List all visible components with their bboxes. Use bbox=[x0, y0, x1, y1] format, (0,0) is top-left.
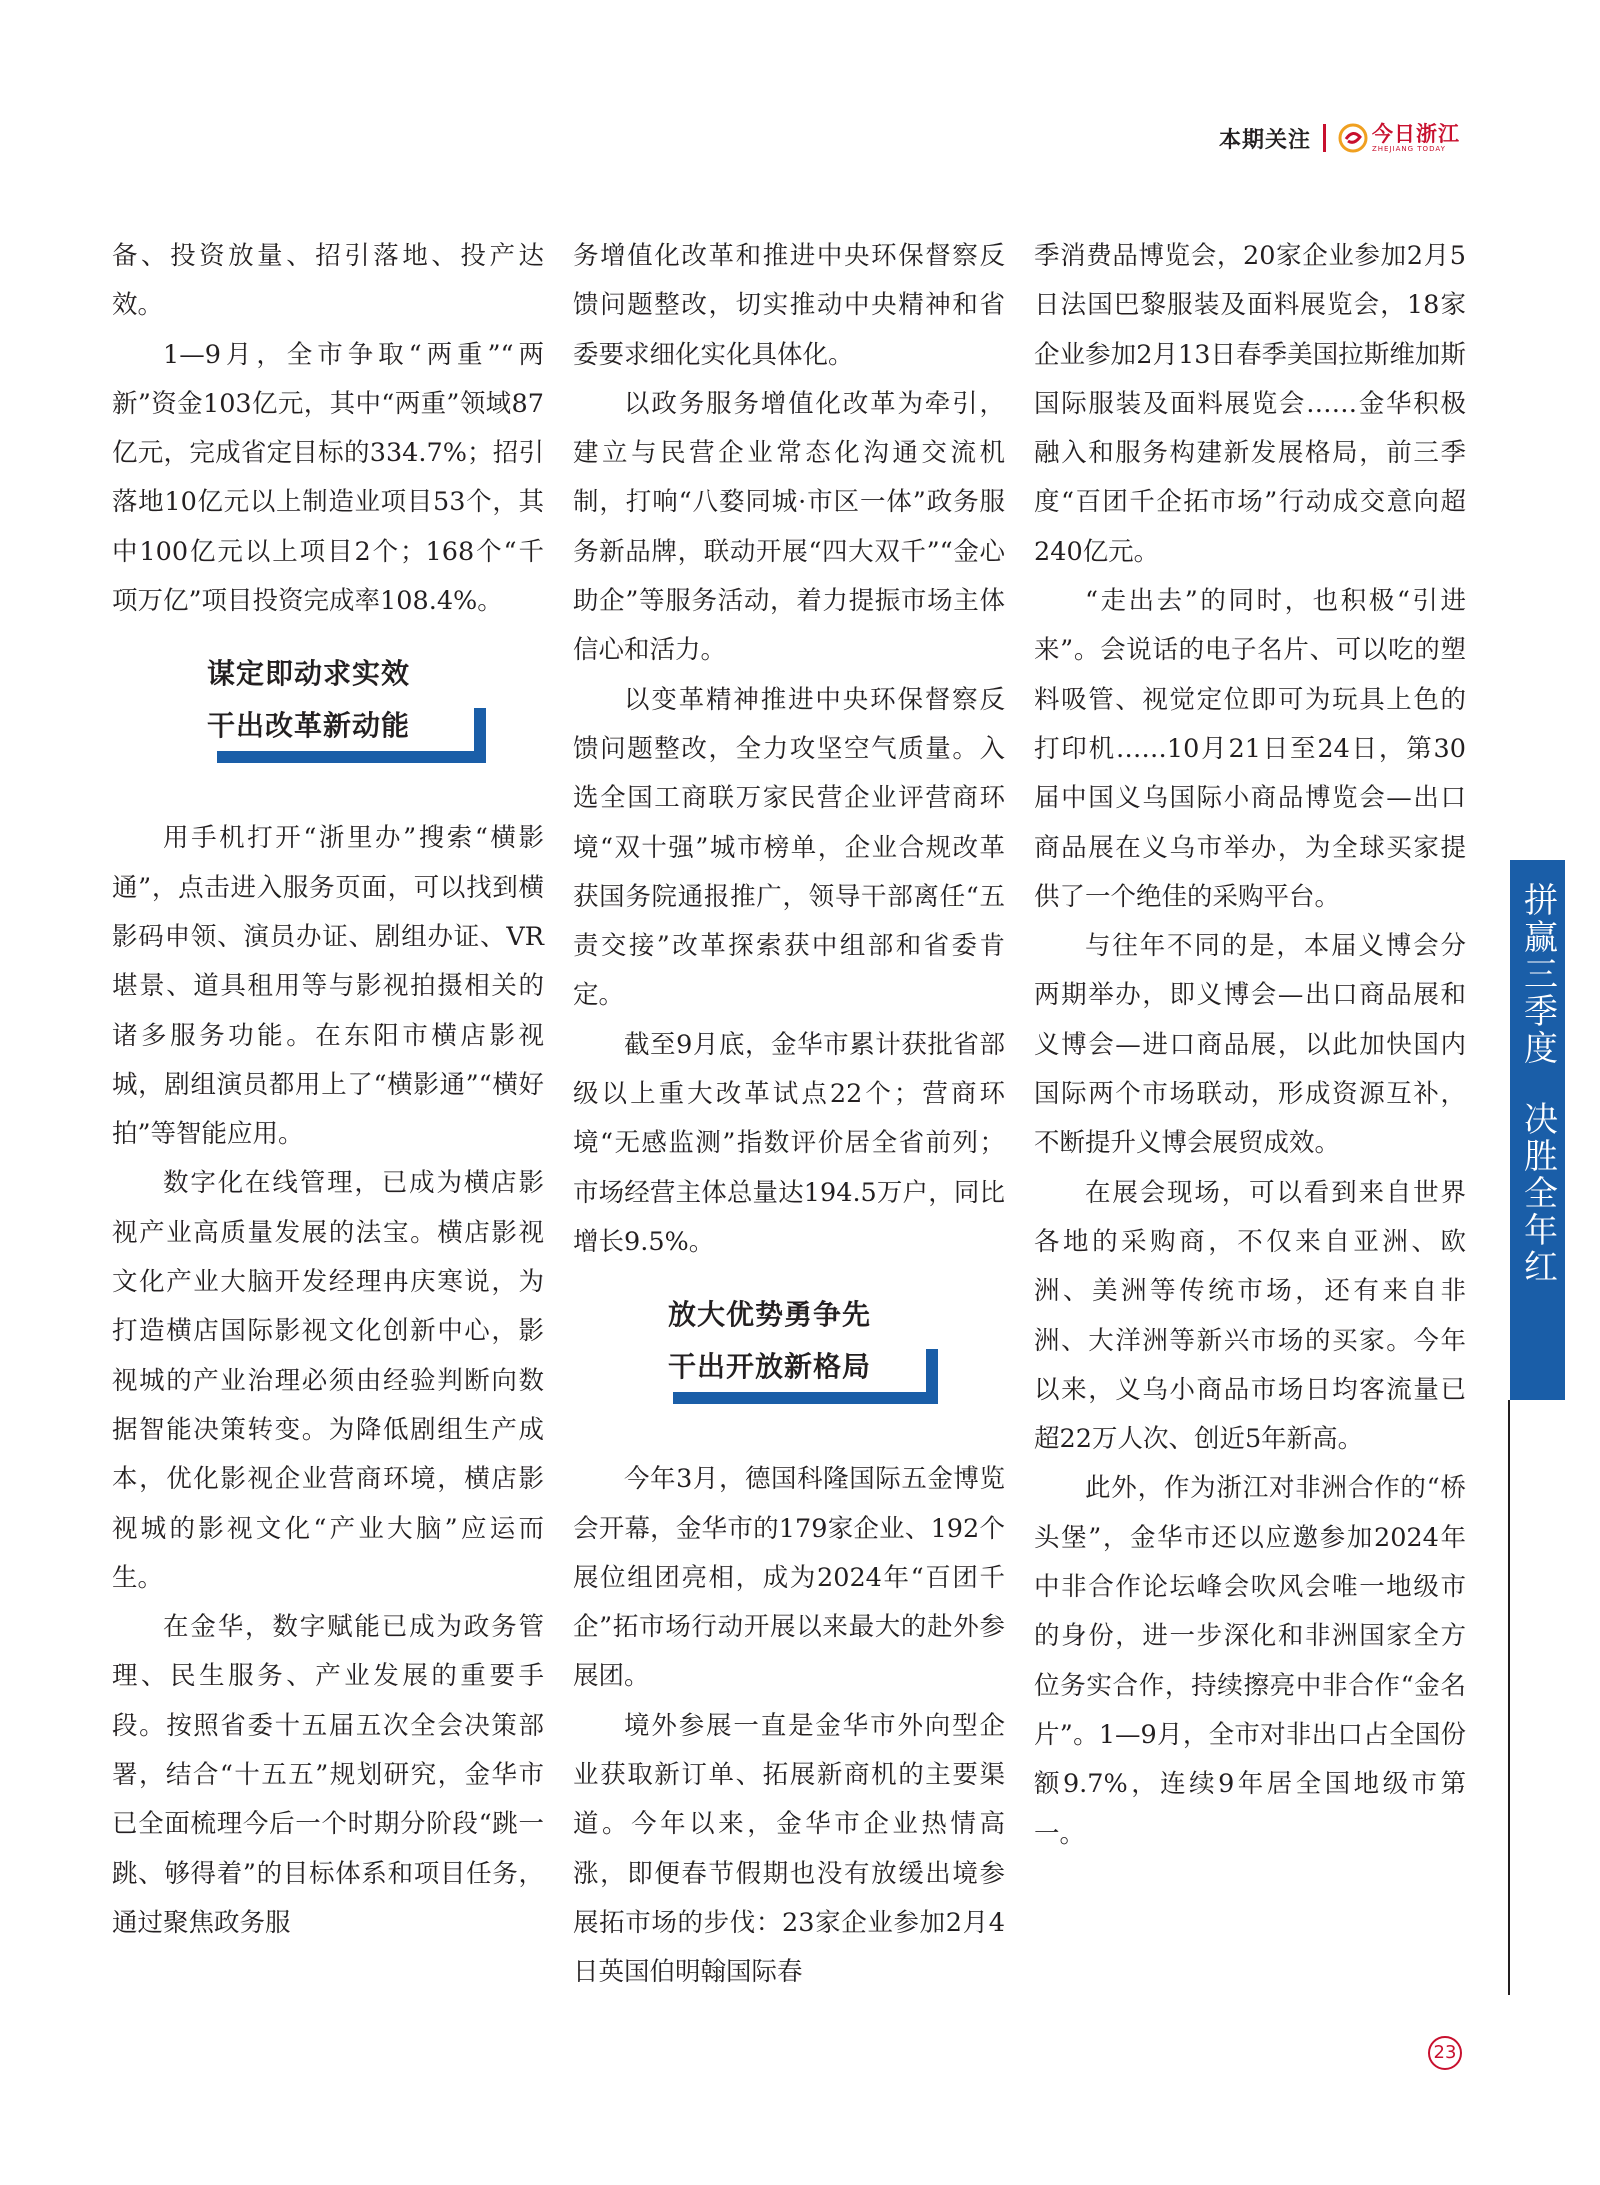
page-number: 23 bbox=[1428, 2036, 1462, 2070]
paragraph: 在金华，数字赋能已成为政务管理、民生服务、产业发展的重要手段。按照省委十五届五次全会决策部署，结合“十五五”规划研究，金华市已全面梳理今后一个时期分阶段“跳一跳、够得着”的目标体系和项目任务，通过聚焦政务服 bbox=[112, 1612, 544, 1938]
paragraph: 季消费品博览会，20家企业参加2月5日法国巴黎服装及面料展览会，18家企业参加2月13日春季美国拉斯维加斯国际服装及面料展览会……金华积极融入和服务构建新发展格局，前三季度“百团千企拓市场”行动成交意向超240亿元。 bbox=[1034, 241, 1466, 567]
subheading-underline-bar bbox=[673, 1392, 938, 1404]
logo-subtitle: ZHEJIANG TODAY bbox=[1372, 145, 1446, 153]
paragraph: 数字化在线管理，已成为横店影视产业高质量发展的法宝。横店影视文化产业大脑开发经理冉庆寒说，为打造横店国际影视文化创新中心，影视城的产业治理必须由经验判断向数据智能决策转变。为降低剧组生产成本，优化影视企业营商环境，横店影视城的影视文化“产业大脑”应运而生。 bbox=[112, 1168, 544, 1593]
paragraph: 在展会现场，可以看到来自世界各地的采购商，不仅来自亚洲、欧洲、美洲等传统市场，还有来自非洲、大洋洲等新兴市场的买家。今年以来，义乌小商品市场日均客流量已超22万人次、创近5年新高。 bbox=[1034, 1177, 1466, 1455]
logo-name: 今日浙江 bbox=[1372, 122, 1460, 146]
subheading-line-2: 干出开放新格局 bbox=[668, 1350, 872, 1384]
subheading-line-1: 谋定即动求实效 bbox=[207, 657, 411, 691]
section-label: 本期关注 bbox=[1218, 127, 1311, 153]
subheading-accent-bar bbox=[474, 708, 486, 752]
column-topic-banner bbox=[1510, 860, 1565, 1400]
subheading bbox=[573, 1289, 1005, 1420]
paragraph: 截至9月底，金华市累计获批省部级以上重大改革试点22个；营商环境“无感监测”指数评价居全省前列；市场经营主体总量达194.5万户，同比增长9.5%。 bbox=[573, 1029, 1005, 1257]
subheading-line-2: 干出改革新动能 bbox=[207, 709, 411, 743]
paragraph: 境外参展一直是金华市外向型企业获取新订单、拓展新商机的主要渠道。今年以来，金华市企业热情高涨，即便春节假期也没有放缓出境参展拓市场的步伐：23家企业参加2月4日英国伯明翰国际春 bbox=[573, 1710, 1005, 1988]
subheading-line-1: 放大优势勇争先 bbox=[668, 1298, 872, 1332]
paragraph: 1—9月，全市争取“两重”“两新”资金103亿元，其中“两重”领域87亿元，完成省定目标的334.7%；招引落地10亿元以上制造业项目53个，其中100亿元以上项目2个；168个“千项万亿”项目投资完成率108.4%。 bbox=[112, 339, 544, 617]
paragraph: 今年3月，德国科隆国际五金博览会开幕，金华市的179家企业、192个展位组团亮相，成为2024年“百团千企”拓市场行动开展以来最大的赴外参展团。 bbox=[573, 1464, 1005, 1692]
article-column-1 bbox=[112, 232, 544, 1948]
article-column-3 bbox=[1034, 232, 1466, 1859]
page-header bbox=[1219, 118, 1460, 158]
paragraph: 与往年不同的是，本届义博会分两期举办，即义博会—出口商品展和义博会—进口商品展，以此加快国内国际两个市场联动，形成资源互补，不断提升义博会展贸成效。 bbox=[1034, 931, 1466, 1159]
subheading-accent-bar bbox=[926, 1349, 938, 1393]
article-column-2 bbox=[573, 232, 1005, 1998]
paragraph: 此外，作为浙江对非洲合作的“桥头堡”，金华市还以应邀参加2024年中非合作论坛峰会吹风会唯一地级市的身份，进一步深化和非洲国家全方位务实合作，持续擦亮中非合作“金名片”。1—9月，全市对非出口占全国份额9.7%，连续9年居全国地级市第一。 bbox=[1034, 1473, 1466, 1849]
paragraph: 用手机打开“浙里办”搜索“横影通”，点击进入服务页面，可以找到横影码申领、演员办证、剧组办证、VR堪景、道具租用等与影视拍摄相关的诸多服务功能。在东阳市横店影视城，剧组演员都用上了“横影通”“横好拍”等智能应用。 bbox=[112, 823, 544, 1150]
paragraph: 以政务服务增值化改革为牵引，建立与民营企业常态化沟通交流机制，打响“八婺同城·市区一体”政务服务新品牌，联动开展“四大双千”“金心助企”等服务活动，着力提振市场主体信心和活力。 bbox=[573, 388, 1005, 666]
banner-line-1: 拼赢三季度 bbox=[1517, 882, 1558, 1067]
magazine-logo bbox=[1338, 123, 1460, 153]
header-divider bbox=[1323, 124, 1326, 152]
vertical-rule bbox=[1508, 1400, 1510, 1995]
paragraph: 以变革精神推进中央环保督察反馈问题整改，全力攻坚空气质量。入选全国工商联万家民营企业评营商环境“双十强”城市榜单，企业合规改革获国务院通报推广，领导干部离任“五责交接”改革探索获中组部和省委肯定。 bbox=[573, 684, 1005, 1011]
paragraph: 备、投资放量、招引落地、投产达效。 bbox=[112, 241, 544, 321]
paragraph: 务增值化改革和推进中央环保督察反馈问题整改，切实推动中央精神和省委要求细化实化具体化。 bbox=[573, 241, 1005, 370]
subheading bbox=[112, 648, 544, 779]
logo-swirl-icon bbox=[1338, 123, 1368, 153]
banner-line-2: 决胜全年红 bbox=[1517, 1101, 1558, 1286]
paragraph: “走出去”的同时，也积极“引进来”。会说话的电子名片、可以吃的塑料吸管、视觉定位即可为玩具上色的打印机……10月21日至24日，第30届中国义乌国际小商品博览会—出口商品展在义乌市举办，为全球买家提供了一个绝佳的采购平台。 bbox=[1034, 586, 1466, 912]
subheading-underline-bar bbox=[217, 751, 486, 763]
